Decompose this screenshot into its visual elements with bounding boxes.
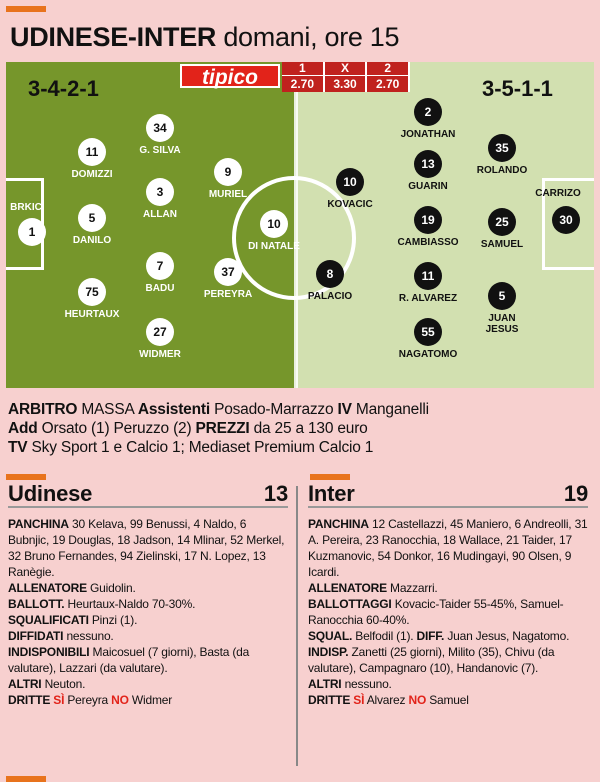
match-title <box>10 22 399 53</box>
player-number: 27 <box>146 318 174 346</box>
odd-away: 2 2.70 <box>367 62 410 92</box>
udinese-rank: 13 <box>263 481 288 506</box>
inter-squal-diff: SQUAL. Belfodil (1). DIFF. Juan Jesus, Nagatomo. INDISP. Zanetti (25 giorni), Milito (35), Chivu (da valutare), Campagnaro (10), Handanovic (7). <box>308 629 570 675</box>
add-prices-line: Add Orsato (1) Peruzzo (2) PREZZI da 25 a 130 euro <box>8 420 368 437</box>
inter-allenatore: ALLENATORE Mazzarri. <box>308 581 438 595</box>
bottom-accent-bar <box>6 776 46 782</box>
player-number: 10 <box>336 168 364 196</box>
player-number: 34 <box>146 114 174 142</box>
udinese-header <box>8 481 288 508</box>
udinese-diffidati: DIFFIDATI nessuno. <box>8 629 114 643</box>
column-divider <box>296 486 298 766</box>
player-name: PALACIO <box>307 291 353 302</box>
player-name: DI NATALE <box>248 241 300 252</box>
away-formation: 3-5-1-1 <box>482 76 553 101</box>
player-name: JONATHAN <box>400 129 456 140</box>
inter-dritte: DRITTE SÌ Alvarez NO Samuel <box>308 693 469 707</box>
player-number: 7 <box>146 252 174 280</box>
player-name: DANILO <box>72 235 112 246</box>
udinese-squalificati: SQUALIFICATI Pinzi (1). <box>8 613 138 627</box>
section-accent-left <box>6 474 46 480</box>
inter-header <box>308 481 588 508</box>
udinese-name: Udinese <box>8 481 93 506</box>
player-number: 11 <box>414 262 442 290</box>
player-name: SAMUEL <box>480 239 524 250</box>
inter-column <box>308 481 588 708</box>
player-name: KOVACIC <box>327 199 373 210</box>
player-name: NAGATOMO <box>398 349 458 360</box>
player-number: 5 <box>78 204 106 232</box>
match-time: domani, ore 15 <box>223 22 400 52</box>
inter-altri: ALTRI nessuno. <box>308 677 392 691</box>
player-name: ROLANDO <box>476 165 528 176</box>
player-name: CAMBIASSO <box>397 237 459 248</box>
player-number: 11 <box>78 138 106 166</box>
player-name: HEURTAUX <box>64 309 120 320</box>
betting-odds <box>282 62 410 92</box>
player-number: 19 <box>414 206 442 234</box>
player-number: 37 <box>214 258 242 286</box>
odd-home: 1 2.70 <box>282 62 325 92</box>
player-name: G. SILVA <box>139 145 181 156</box>
player-name: DOMIZZI <box>71 169 113 180</box>
player-name: BRKIC <box>10 202 42 213</box>
inter-panchina: PANCHINA 12 Castellazzi, 45 Maniero, 6 Andreolli, 31 A. Pereira, 23 Ranocchia, 18 Wallace, 21 Taider, 17 Kuzmanovic, 54 Donkor, 16 Mudingayi, 90 Olsen, 9 Icardi. <box>308 517 588 579</box>
player-name: CARRIZO <box>535 188 581 199</box>
udinese-dritte: DRITTE SÌ Pereyra NO Widmer <box>8 693 173 707</box>
player-number: 2 <box>414 98 442 126</box>
top-accent-bar <box>6 6 46 12</box>
odd-draw: X 3.30 <box>325 62 368 92</box>
player-number: 35 <box>488 134 516 162</box>
player-number: 1 <box>18 218 46 246</box>
udinese-column <box>8 481 288 708</box>
player-name: GUARIN <box>408 181 448 192</box>
home-formation: 3-4-2-1 <box>28 76 99 101</box>
inter-name: Inter <box>308 481 355 506</box>
udinese-ballottaggi: BALLOTT. Heurtaux-Naldo 70-30%. <box>8 597 196 611</box>
player-number: 55 <box>414 318 442 346</box>
player-name: MURIEL <box>208 189 248 200</box>
match-info <box>8 400 598 457</box>
player-number: 3 <box>146 178 174 206</box>
player-name: R. ALVAREZ <box>398 293 458 304</box>
player-name: BADU <box>145 283 175 294</box>
player-name: ALLAN <box>143 209 177 220</box>
tv-line: TV Sky Sport 1 e Calcio 1; Mediaset Premium Calcio 1 <box>8 439 374 456</box>
udinese-indisponibili: INDISPONIBILI Maicosuel (7 giorni), Basta (da valutare), Lazzari (da valutare). <box>8 645 250 675</box>
pitch <box>6 62 594 388</box>
bookmaker-logo: tipico <box>180 64 280 88</box>
player-number: 30 <box>552 206 580 234</box>
player-name: JUAN JESUS <box>485 313 519 335</box>
section-accent-right <box>310 474 350 480</box>
udinese-allenatore: ALLENATORE Guidolin. <box>8 581 136 595</box>
player-number: 75 <box>78 278 106 306</box>
inter-rank: 19 <box>563 481 588 506</box>
player-number: 13 <box>414 150 442 178</box>
udinese-altri: ALTRI Neuton. <box>8 677 86 691</box>
player-number: 5 <box>488 282 516 310</box>
player-number: 25 <box>488 208 516 236</box>
player-name: PEREYRA <box>203 289 253 300</box>
officials-line: ARBITRO MASSA Assistenti Posado-Marrazzo IV Manganelli <box>8 401 429 418</box>
player-name: WIDMER <box>139 349 181 360</box>
inter-ballottaggi: BALLOTTAGGI Kovacic-Taider 55-45%, Samuel-Ranocchia 60-40%. <box>308 597 564 627</box>
player-number: 10 <box>260 210 288 238</box>
player-number: 8 <box>316 260 344 288</box>
player-number: 9 <box>214 158 242 186</box>
udinese-panchina: PANCHINA 30 Kelava, 99 Benussi, 4 Naldo, 6 Bubnjic, 19 Douglas, 18 Jadson, 14 Mlinar, 52 Merkel, 32 Bruno Fernandes, 94 Zielinski, 17 N. Lopez, 13 Ranègie. <box>8 517 285 579</box>
match-teams: UDINESE-INTER <box>10 22 217 52</box>
